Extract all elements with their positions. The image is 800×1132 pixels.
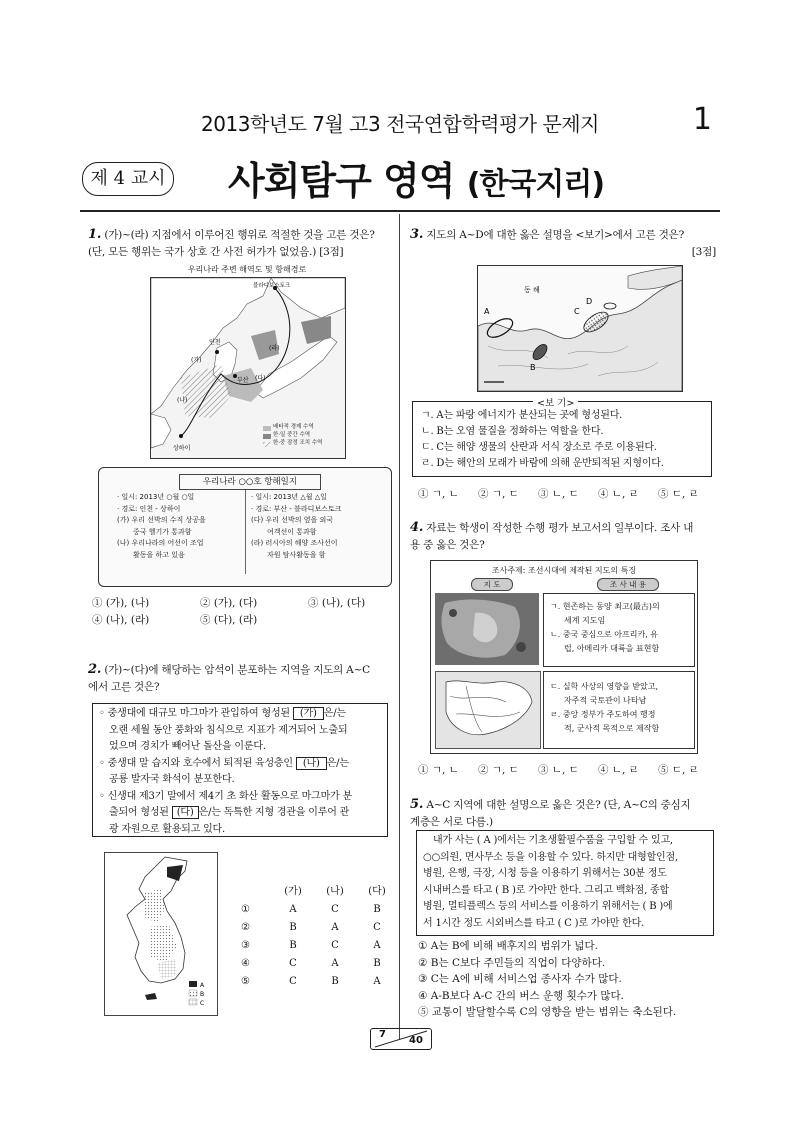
q3-coast-map: [477, 265, 683, 392]
q1-map-title: 우리나라 주변 해역도 및 항해경로: [187, 265, 307, 274]
svg-text:(다): (다): [255, 375, 266, 382]
q2-map-svg: [105, 853, 217, 1015]
q2-tag-da: (다): [172, 806, 199, 819]
q2-passage-box: ◦ 중생대에 대규모 마그마가 관입하여 형성된 (가) 은/는 오랜 세월 동안 풍화와 침식으로 지표가 제거되어 노출되 었으며 경치가 빼어난 돌산을 이룬다. ◦ 중생대 말 습지와 호수에서 퇴적된 육성층인 (나) 은/는 공룡 발자국 화석이 분포한다. ◦ 신생대 제3기 말에서 제4기 초 화산 활동으로 마그마가 분 출되어 형성된 (다) 은/는 독특한 지형 경관을 이루어 관 광 자원으로 활용되고 있다.: [92, 703, 388, 837]
q2-option-row[interactable]: ⑤ C B A: [241, 976, 381, 987]
q4-stem-2: 용 중 옳은 것은?: [410, 539, 485, 551]
q2-option-row[interactable]: ① A C B: [241, 904, 381, 915]
footer-page: 7: [379, 1029, 386, 1040]
q1-stem-1: (가)~(라) 지점에서 이루어진 행위로 적절한 것을 고른 것은?: [104, 229, 375, 241]
question-1: [88, 226, 394, 261]
q1-stem-2: (단, 모든 행위는 국가 상호 간 사전 허가가 없었음.) [3점]: [88, 246, 344, 258]
q3-points: [3점]: [691, 246, 716, 258]
q1-option-4[interactable]: ④ (나), (라): [92, 614, 150, 626]
question-5: [410, 796, 716, 831]
q2-tag-ga: (가): [293, 707, 324, 720]
q1-journal-right: · 일시: 2013년 △월 △일 · 경로: 부산 - 블라디보스토크 (다) 우리 선박의 옆을 외국 여객선이 통과함 (라) 러시아의 해양 조사선이 자원 탐사활동을 함: [251, 493, 342, 559]
q3-bogi-items: ㄱ. A는 파랑 에너지가 분산되는 곳에 형성된다. ㄴ. B는 오염 물질을 정화하는 역할을 한다. ㄷ. C는 해양 생물의 산란과 서식 장소로 주로 이용된다. ㄹ. D는 해안의 모래가 바람에 의해 운반퇴적된 지형이다.: [421, 410, 664, 469]
exam-period-badge: 제 4 교시: [82, 162, 174, 196]
q1-number: 1.: [88, 227, 102, 242]
q5-option-1[interactable]: ① A는 B에 비해 배후지의 범위가 넓다.: [418, 940, 598, 952]
svg-text:(가): (가): [191, 357, 202, 364]
q3-option-1[interactable]: ① ㄱ, ㄴ: [418, 488, 459, 500]
q4-option-1[interactable]: ① ㄱ, ㄴ: [418, 764, 459, 776]
subject-title: [228, 150, 604, 205]
svg-text:인천: 인천: [209, 339, 221, 346]
q4-number: 4.: [410, 520, 424, 535]
legend-c: C: [200, 1000, 205, 1007]
q4-option-2[interactable]: ② ㄱ, ㄷ: [478, 764, 519, 776]
q2-tag-na: (나): [296, 757, 327, 770]
q1-journal-book: [98, 467, 392, 587]
q4-map-image-2: [435, 671, 541, 749]
footer-total: 40: [409, 1035, 423, 1046]
q5-stem-1: A~C 지역에 대한 설명으로 옳은 것은? (단, A~C의 중심지: [426, 799, 691, 811]
q5-option-2[interactable]: ② B는 C보다 주민들의 직업이 다양하다.: [418, 956, 606, 969]
q4-option-4[interactable]: ④ ㄴ, ㄹ: [598, 764, 639, 776]
q4-item-4: ㄹ. 중앙 정부가 주도하여 행정: [550, 710, 656, 719]
header-rule: [80, 210, 720, 212]
q2-korea-map: [104, 852, 218, 1016]
q1-journal-left: · 일시: 2013년 ○월 ○일 · 경로: 인천 - 상하이 (가) 우리 선박의 수직 상공을 중국 헬기가 통과함 (나) 우리나라의 어선이 조업 활동을 하고 있음: [117, 493, 206, 559]
q4-options: [418, 762, 718, 777]
q3-label-d: D: [586, 297, 593, 306]
column-divider: [399, 214, 400, 1040]
q4-item-3: ㄷ. 실학 사상의 영향을 받았고,: [550, 682, 658, 691]
svg-text:(나): (나): [177, 397, 188, 404]
q1-map-legend: 배타적 경제 수역 한·일 중간 수역 한·중 잠정 조치 수역: [273, 424, 323, 446]
q3-options: [418, 486, 718, 501]
q5-option-3[interactable]: ③ C는 A에 비해 서비스업 종사자 수가 많다.: [418, 973, 622, 985]
q1-sea-map: [150, 277, 346, 459]
subject-main: 사회탐구 영역: [228, 159, 455, 203]
q3-label-c: C: [574, 307, 580, 316]
q4-col-map: 지 도: [471, 578, 513, 591]
q2-option-row[interactable]: ② B A C: [241, 922, 381, 933]
q2-option-row[interactable]: ④ C A B: [241, 958, 381, 969]
q3-option-3[interactable]: ③ ㄴ, ㄷ: [538, 488, 579, 500]
q1-option-5[interactable]: ⑤ (다), (라): [200, 614, 258, 626]
q1-options: [92, 595, 392, 629]
q1-option-1[interactable]: ① (가), (나): [92, 597, 150, 609]
q4-option-5[interactable]: ⑤ ㄷ, ㄹ: [658, 764, 699, 776]
q5-passage-box: 내가 사는 ( A )에서는 기초생활필수품을 구입할 수 있고, ○○의원, 면사무소 등을 이용할 수 있다. 하지만 대형할인점, 병원, 은행, 극장, 시청 등을 이용하기 위해서는 30분 정도 시내버스를 타고 ( B )로 가야만 한다. 그리고 백화점, 종합 병원, 멀티플렉스 등의 서비스를 이용하기 위해서는 ( B )에 서 1시간 정도 시외버스를 타고 ( C )로 가야만 한다.: [416, 830, 714, 936]
q3-number: 3.: [410, 227, 424, 242]
q1-option-2[interactable]: ② (가), (다): [200, 597, 258, 609]
svg-text:부산: 부산: [237, 377, 249, 384]
legend-a: A: [200, 982, 205, 989]
q1-option-3[interactable]: ③ (나), (다): [308, 597, 366, 609]
q4-item-2: ㄴ. 중국 중심으로 아프리카, 유: [550, 630, 658, 639]
question-4: [410, 519, 716, 554]
q4-map-image-1: [435, 593, 539, 665]
svg-text:(라): (라): [269, 345, 280, 352]
q3-bogi-title: <보 기>: [533, 395, 578, 409]
q3-option-4[interactable]: ④ ㄴ, ㄹ: [598, 488, 639, 500]
q4-report-title: 조사주제: 조선시대에 제작된 지도의 특징: [491, 566, 637, 575]
q2-stem-1: (가)~(다)에 해당하는 암석이 분포하는 지역을 지도의 A~C: [104, 664, 370, 676]
question-3: [410, 226, 716, 261]
q3-option-2[interactable]: ② ㄱ, ㄷ: [478, 488, 519, 500]
q4-option-3[interactable]: ③ ㄴ, ㄷ: [538, 764, 579, 776]
q3-stem-1: 지도의 A~D에 대한 옳은 설명을 <보기>에서 고른 것은?: [426, 229, 685, 241]
legend-b: B: [200, 991, 205, 998]
q5-number: 5.: [410, 797, 424, 812]
q5-option-4[interactable]: ④ A-B보다 A-C 간의 버스 운행 횟수가 많다.: [418, 989, 624, 1002]
q3-label-b: B: [530, 363, 536, 372]
page-header-title: 2013학년도 7월 고3 전국연합학력평가 문제지: [201, 112, 599, 136]
svg-text:상하이: 상하이: [173, 445, 191, 452]
q3-option-5[interactable]: ⑤ ㄷ, ㄹ: [658, 488, 699, 500]
q4-report-box: [430, 560, 698, 754]
q4-content-box-1: ㄱ. 현존하는 동양 최고(最古)의 세계 지도임 ㄴ. 중국 중심으로 아프리카, 유 럽, 아메리카 대륙을 표현함: [543, 593, 695, 667]
q5-stem-2: 계층은 서로 다름.): [410, 816, 493, 828]
q2-number: 2.: [88, 662, 102, 677]
q4-content-box-2: ㄷ. 실학 사상의 영향을 받았고, 자주적 국토관이 나타남 ㄹ. 중앙 정부가 주도하여 행정 적, 군사적 목적으로 제작함: [543, 671, 695, 749]
subject-sub: (한국지리): [466, 167, 605, 202]
q4-stem-1: 자료는 학생이 작성한 수행 평가 보고서의 일부이다. 조사 내: [426, 522, 694, 534]
q2-table-header: (가) (나) (다): [284, 886, 386, 897]
q5-options: [418, 938, 718, 1021]
page-number: 1: [692, 102, 712, 137]
q2-option-row[interactable]: ③ B C A: [241, 940, 381, 951]
footer-page-box: [370, 1028, 432, 1050]
q2-stem-2: 에서 고른 것은?: [88, 681, 160, 693]
q3-map-svg: [478, 266, 682, 391]
q3-bogi-box: [412, 398, 712, 477]
q1-journal-title: 우리나라 ○○호 항해일지: [179, 474, 321, 490]
q2-answer-table: [240, 883, 398, 991]
q3-map-sea-label: 동 해: [524, 286, 540, 294]
q4-item-1: ㄱ. 현존하는 동양 최고(最古)의: [550, 602, 660, 611]
q4-col-content: 조 사 내 용: [597, 578, 659, 591]
map-label-vladivostok: 블라디보스토크: [253, 283, 291, 289]
q3-label-a: A: [484, 307, 490, 316]
question-2: [88, 661, 394, 696]
q5-option-5[interactable]: ⑤ 교통이 발달할수록 C의 영향을 받는 범위는 축소된다.: [418, 1006, 677, 1018]
